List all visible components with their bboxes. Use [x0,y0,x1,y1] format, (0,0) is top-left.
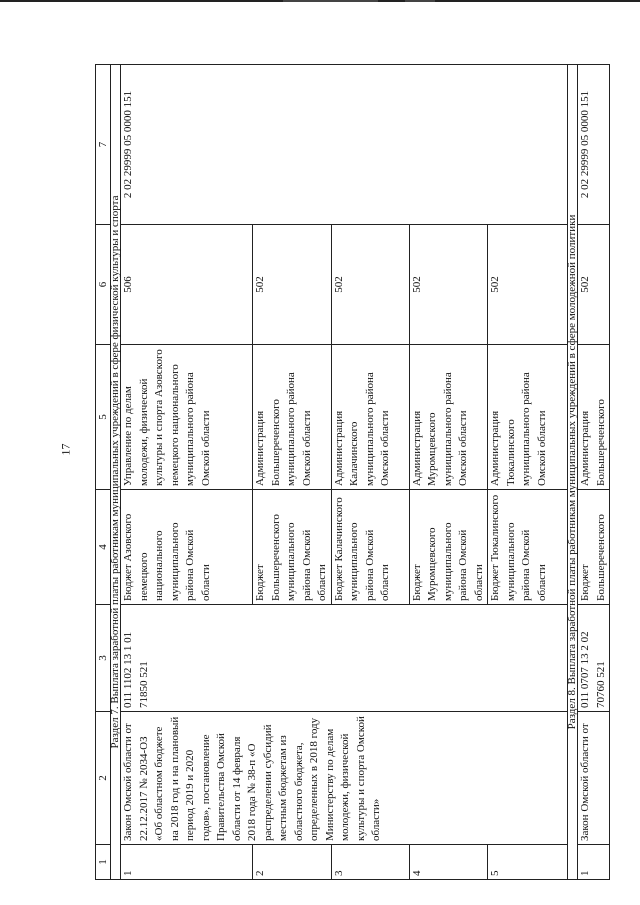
recipient-budget: Бюджет Большереченского муниципального района Омской области [253,490,332,605]
revenue-code: 2 02 29999 05 0000 151 [121,65,568,225]
row-number: 4 [409,845,488,880]
administrator: Администрация Муромцевского муниципального района Омской области [409,345,488,490]
recipient-budget: Бюджет Муромцевского муниципального района Омской области [409,490,488,605]
row-number: 3 [331,845,409,880]
top-edge-mark [283,0,378,2]
column-number: 7 [96,65,111,225]
section-8-title: Раздел 8. Выплата заработной платы работникам муниципальных учреждений в сфере молодежной политики [568,65,578,880]
budget-classification-code: 011 0707 13 2 02 70760 521 [578,605,610,712]
administrator-code: 502 [253,225,332,345]
administrator-code: 502 [578,225,610,345]
distribution-table [95,64,610,880]
legal-basis-cell: Закон Омской области от [578,712,610,845]
row-number: 5 [488,845,568,880]
section-title-row [111,65,121,880]
row-number: 1 [121,845,253,880]
legal-basis-cell: Закон Омской области от 22.12.2017 № 2034-ОЗ «Об областном бюджете на 2018 год и на плановый период 2019 и 2020 годов», постановление Правительства Омской области от 14 февраля 2018 года № 38-п «О распределении субсидий местным бюджетам из областного бюджета, определенных в 2018 году Министерству по делам молодежи, физической культуры и спорта Омской области» [121,712,568,845]
budget-classification-code: 011 1102 13 1 01 71850 521 [121,605,568,712]
table-row [578,65,610,880]
recipient-budget: Бюджет Азовского немецкого национального муниципального района Омской области [121,490,253,605]
recipient-budget: Бюджет Тюкалинского муниципального района Омской области [488,490,568,605]
administrator-code: 502 [409,225,488,345]
administrator-code: 502 [488,225,568,345]
row-number: 1 [578,845,610,880]
rotated-table-container [95,65,610,880]
column-number: 6 [96,225,111,345]
administrator: Администрация Большереченского [578,345,610,490]
section-7-title: Раздел 7. Выплата заработной платы работникам муниципальных учреждений в сфере физической культуры и спорта [111,65,121,880]
page-number: 17 [58,443,73,456]
top-edge-mark [405,0,435,2]
row-number: 2 [253,845,332,880]
column-number: 4 [96,490,111,605]
column-number: 3 [96,605,111,712]
revenue-code: 2 02 29999 05 0000 151 [578,65,610,225]
administrator-code: 506 [121,225,253,345]
column-number: 1 [96,845,111,880]
column-number: 2 [96,712,111,845]
administrator: Управление по делам молодежи, физической культуры и спорта Азовского немецкого национального муниципального района Омской области [121,345,253,490]
recipient-budget: Бюджет Калачинского муниципального района Омской области [331,490,409,605]
recipient-budget: Бюджет Большереченского [578,490,610,605]
administrator: Администрация Большереченского муниципального района Омской области [253,345,332,490]
column-number: 5 [96,345,111,490]
table-row [121,65,253,880]
administrator-code: 502 [331,225,409,345]
administrator: Администрация Тюкалинского муниципального района Омской области [488,345,568,490]
section-title-row [568,65,578,880]
administrator: Администрация Калачинского муниципального района Омской области [331,345,409,490]
